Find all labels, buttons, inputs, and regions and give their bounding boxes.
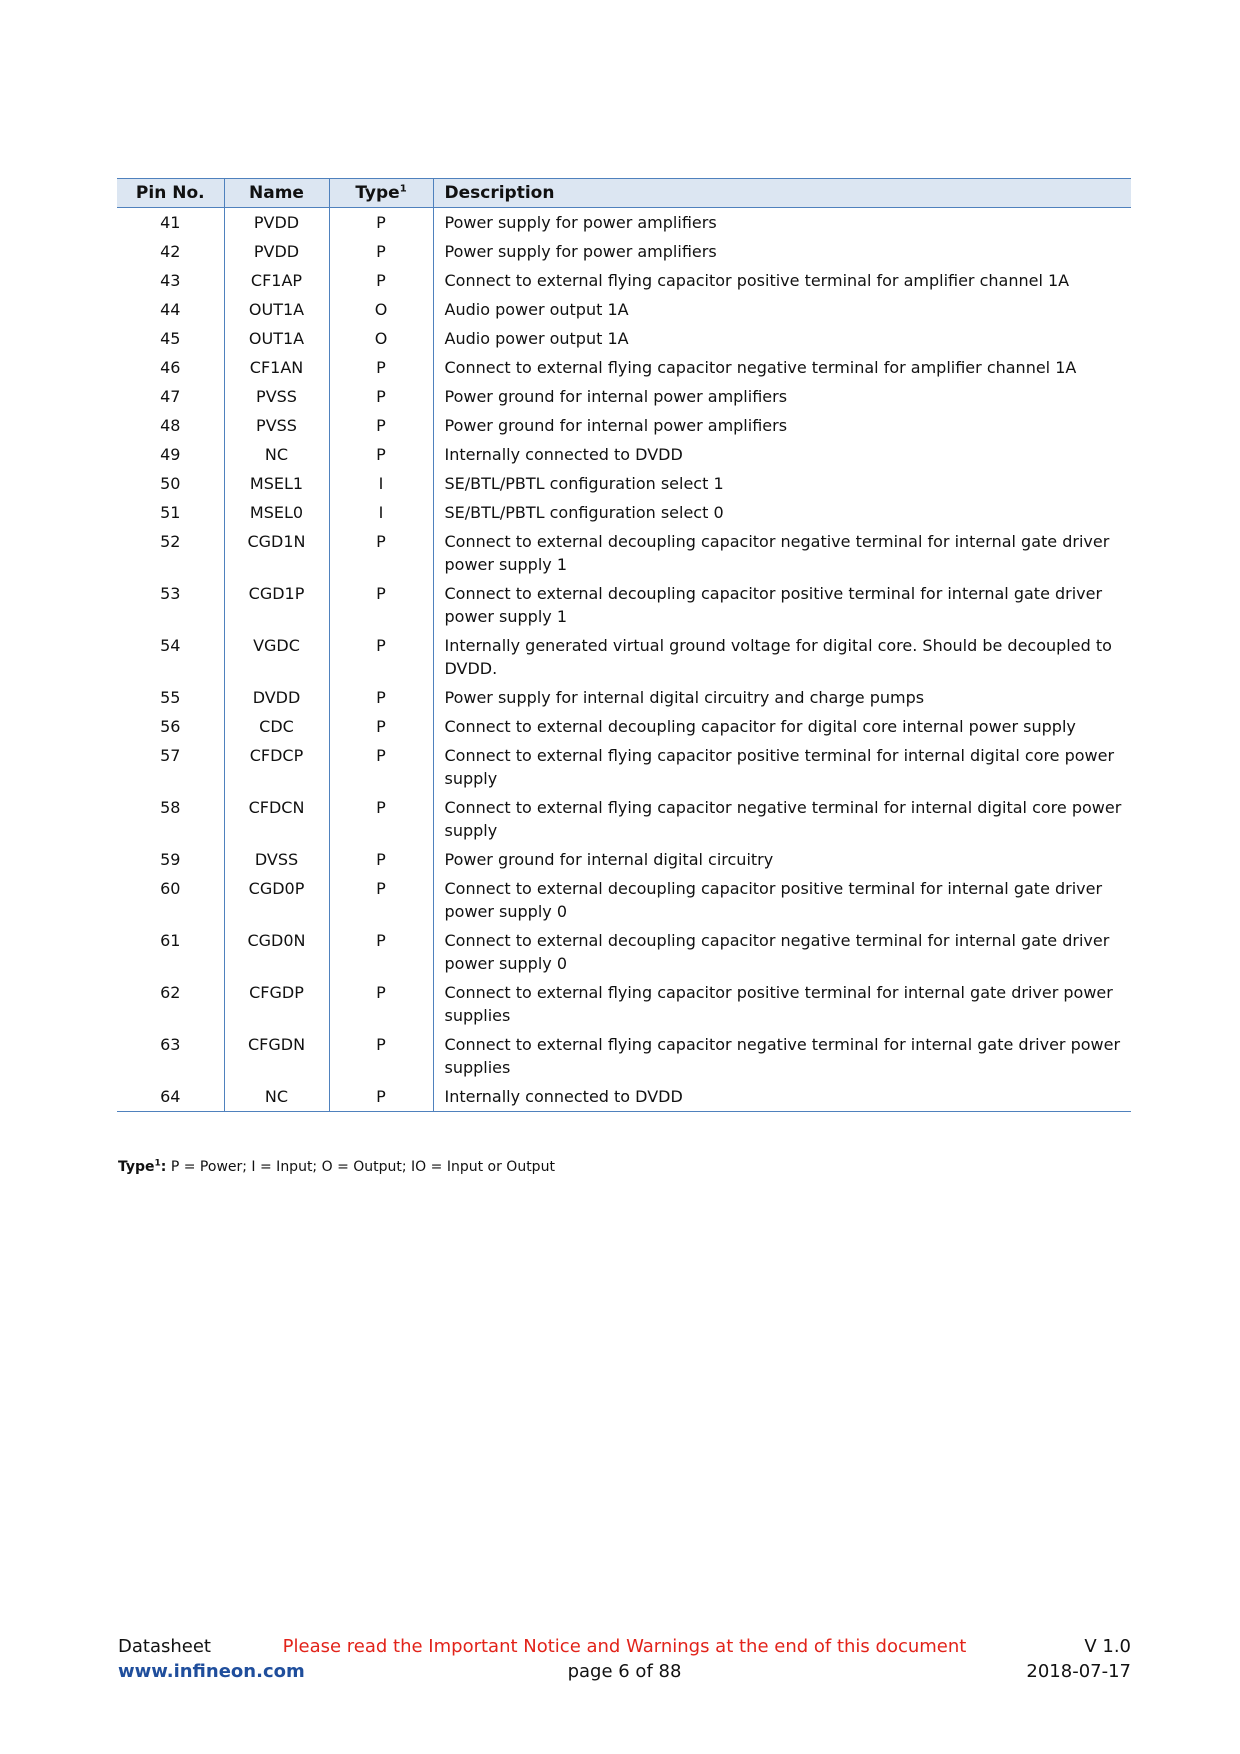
table-row bbox=[117, 353, 1131, 382]
pin-type-cell: P bbox=[329, 926, 433, 978]
table-row bbox=[117, 440, 1131, 469]
pin-name-cell: CGD1P bbox=[224, 579, 329, 631]
pin-description-cell: Power ground for internal digital circuitry bbox=[433, 845, 1131, 874]
pin-description-cell: Connect to external decoupling capacitor positive terminal for internal gate driver power supply 1 bbox=[433, 579, 1131, 631]
pin-description-cell: Connect to external flying capacitor positive terminal for internal digital core power supply bbox=[433, 741, 1131, 793]
header-name: Name bbox=[224, 179, 329, 208]
pin-name-cell: CFGDN bbox=[224, 1030, 329, 1082]
pin-description-cell: Audio power output 1A bbox=[433, 295, 1131, 324]
pin-type-cell: P bbox=[329, 683, 433, 712]
pin-type-cell: P bbox=[329, 208, 433, 238]
pin-number-cell: 55 bbox=[160, 688, 181, 707]
pin-name-cell: PVDD bbox=[224, 208, 329, 238]
type-footnote bbox=[118, 1159, 555, 1175]
header-type-label: Type bbox=[355, 182, 400, 203]
pin-name-cell: CF1AN bbox=[224, 353, 329, 382]
pin-type-cell: P bbox=[329, 712, 433, 741]
pin-name-cell: MSEL1 bbox=[224, 469, 329, 498]
footnote-label: Type bbox=[118, 1159, 155, 1175]
pin-type-cell: P bbox=[329, 741, 433, 793]
footer-date: 2018-07-17 bbox=[1026, 1661, 1131, 1682]
pin-number-cell: 58 bbox=[160, 798, 181, 817]
pin-type-cell: P bbox=[329, 793, 433, 845]
footnote-colon: : bbox=[160, 1159, 167, 1175]
pin-number-cell: 48 bbox=[160, 416, 181, 435]
pin-description-cell: Power ground for internal power amplifiers bbox=[433, 382, 1131, 411]
pin-description-cell: Connect to external flying capacitor positive terminal for amplifier channel 1A bbox=[433, 266, 1131, 295]
pin-type-cell: P bbox=[329, 353, 433, 382]
pin-description-cell: Power ground for internal power amplifiers bbox=[433, 411, 1131, 440]
table-row bbox=[117, 1030, 1131, 1082]
table-row bbox=[117, 926, 1131, 978]
footer-page-number: page 6 of 88 bbox=[567, 1661, 682, 1682]
pin-name-cell: CGD0N bbox=[224, 926, 329, 978]
pin-name-cell: PVSS bbox=[224, 382, 329, 411]
table-row bbox=[117, 712, 1131, 741]
footer-version: V 1.0 bbox=[1084, 1636, 1131, 1657]
table-row bbox=[117, 324, 1131, 353]
pin-name-cell: CDC bbox=[224, 712, 329, 741]
table-row bbox=[117, 845, 1131, 874]
table-row bbox=[117, 469, 1131, 498]
pin-number-cell: 54 bbox=[160, 636, 181, 655]
pin-description-cell: Audio power output 1A bbox=[433, 324, 1131, 353]
pin-number-cell: 50 bbox=[160, 474, 181, 493]
footnote-text: P = Power; I = Input; O = Output; IO = Input or Output bbox=[166, 1159, 555, 1175]
table-row bbox=[117, 978, 1131, 1030]
pin-table-body bbox=[117, 208, 1131, 1112]
table-row bbox=[117, 631, 1131, 683]
table-row bbox=[117, 793, 1131, 845]
pin-type-cell: P bbox=[329, 631, 433, 683]
pin-number-cell: 49 bbox=[160, 445, 181, 464]
table-row bbox=[117, 683, 1131, 712]
pin-name-cell: NC bbox=[224, 440, 329, 469]
table-row bbox=[117, 208, 1131, 238]
pin-type-cell: P bbox=[329, 874, 433, 926]
pin-number-cell: 47 bbox=[160, 387, 181, 406]
footer-website-link[interactable]: www.infineon.com bbox=[118, 1661, 305, 1682]
pin-type-cell: I bbox=[329, 498, 433, 527]
table-row bbox=[117, 237, 1131, 266]
pin-number-cell: 63 bbox=[160, 1035, 181, 1054]
table-row bbox=[117, 874, 1131, 926]
table-row bbox=[117, 579, 1131, 631]
pin-name-cell: MSEL0 bbox=[224, 498, 329, 527]
pin-name-cell: CGD1N bbox=[224, 527, 329, 579]
pin-type-cell: P bbox=[329, 527, 433, 579]
pin-description-cell: Connect to external flying capacitor positive terminal for internal gate driver power supplies bbox=[433, 978, 1131, 1030]
pin-name-cell: CFDCN bbox=[224, 793, 329, 845]
table-row bbox=[117, 498, 1131, 527]
table-header-row bbox=[117, 179, 1131, 208]
pin-number-cell: 59 bbox=[160, 850, 181, 869]
pin-description-cell: Connect to external flying capacitor negative terminal for internal digital core power supply bbox=[433, 793, 1131, 845]
pin-number-cell: 61 bbox=[160, 931, 181, 950]
pin-number-cell: 43 bbox=[160, 271, 181, 290]
pin-description-cell: Connect to external decoupling capacitor negative terminal for internal gate driver power supply 1 bbox=[433, 527, 1131, 579]
pin-description-cell: Internally connected to DVDD bbox=[433, 1082, 1131, 1112]
table-row bbox=[117, 411, 1131, 440]
pin-type-cell: P bbox=[329, 579, 433, 631]
pin-type-cell: P bbox=[329, 266, 433, 295]
pin-name-cell: OUT1A bbox=[224, 295, 329, 324]
pin-description-cell: Connect to external decoupling capacitor negative terminal for internal gate driver power supply 0 bbox=[433, 926, 1131, 978]
pin-name-cell: PVDD bbox=[224, 237, 329, 266]
pin-type-cell: P bbox=[329, 237, 433, 266]
pin-number-cell: 57 bbox=[160, 746, 181, 765]
table-row bbox=[117, 295, 1131, 324]
pin-type-cell: O bbox=[329, 324, 433, 353]
pin-number-cell: 51 bbox=[160, 503, 181, 522]
pin-type-cell: P bbox=[329, 978, 433, 1030]
pin-name-cell: CFGDP bbox=[224, 978, 329, 1030]
pin-number-cell: 64 bbox=[117, 1082, 224, 1112]
pin-number-cell: 53 bbox=[160, 584, 181, 603]
pin-number-cell: 45 bbox=[160, 329, 181, 348]
pin-number-cell: 62 bbox=[160, 983, 181, 1002]
pin-description-cell: Power supply for power amplifiers bbox=[433, 208, 1131, 238]
pin-description-cell: SE/BTL/PBTL configuration select 0 bbox=[433, 498, 1131, 527]
pin-type-cell: P bbox=[329, 382, 433, 411]
pin-number-cell: 42 bbox=[160, 242, 181, 261]
table-row bbox=[117, 527, 1131, 579]
pin-number-cell: 44 bbox=[160, 300, 181, 319]
pin-name-cell: DVDD bbox=[224, 683, 329, 712]
pin-description-cell: Connect to external decoupling capacitor for digital core internal power supply bbox=[433, 712, 1131, 741]
pin-name-cell: CFDCP bbox=[224, 741, 329, 793]
pin-name-cell: CF1AP bbox=[224, 266, 329, 295]
pin-name-cell: VGDC bbox=[224, 631, 329, 683]
pin-number-cell: 52 bbox=[160, 532, 181, 551]
pin-description-cell: Connect to external flying capacitor negative terminal for internal gate driver power supplies bbox=[433, 1030, 1131, 1082]
pin-description-cell: Power supply for power amplifiers bbox=[433, 237, 1131, 266]
pin-name-cell: CGD0P bbox=[224, 874, 329, 926]
header-description: Description bbox=[433, 179, 1131, 208]
header-pin-no: Pin No. bbox=[117, 179, 224, 208]
pin-type-cell: P bbox=[329, 1030, 433, 1082]
pin-description-cell: Connect to external decoupling capacitor positive terminal for internal gate driver power supply 0 bbox=[433, 874, 1131, 926]
pin-type-cell: P bbox=[329, 845, 433, 874]
header-type bbox=[329, 179, 433, 208]
pin-table bbox=[117, 178, 1131, 1112]
footer-doc-type: Datasheet bbox=[118, 1636, 211, 1657]
pin-type-cell: I bbox=[329, 469, 433, 498]
table-row bbox=[117, 1082, 1131, 1112]
pin-description-cell: SE/BTL/PBTL configuration select 1 bbox=[433, 469, 1131, 498]
page-footer bbox=[118, 1634, 1131, 1684]
table-row bbox=[117, 266, 1131, 295]
pin-name-cell: OUT1A bbox=[224, 324, 329, 353]
table-row bbox=[117, 741, 1131, 793]
pin-description-cell: Power supply for internal digital circuitry and charge pumps bbox=[433, 683, 1131, 712]
pin-name-cell: PVSS bbox=[224, 411, 329, 440]
pin-number-cell: 46 bbox=[160, 358, 181, 377]
pin-description-cell: Internally generated virtual ground voltage for digital core. Should be decoupled to DVDD. bbox=[433, 631, 1131, 683]
pin-type-cell: P bbox=[329, 440, 433, 469]
pin-name-cell: DVSS bbox=[224, 845, 329, 874]
pin-name-cell: NC bbox=[224, 1082, 329, 1112]
pin-type-cell: P bbox=[329, 411, 433, 440]
pin-description-cell: Connect to external flying capacitor negative terminal for amplifier channel 1A bbox=[433, 353, 1131, 382]
pin-number-cell: 41 bbox=[160, 213, 181, 232]
footer-notice: Please read the Important Notice and Warnings at the end of this document bbox=[282, 1636, 967, 1657]
pin-type-cell: O bbox=[329, 295, 433, 324]
pin-description-cell: Internally connected to DVDD bbox=[433, 440, 1131, 469]
pin-type-cell: P bbox=[329, 1082, 433, 1112]
table-row bbox=[117, 382, 1131, 411]
header-type-superscript: 1 bbox=[399, 182, 407, 194]
pin-number-cell: 56 bbox=[160, 717, 181, 736]
pin-number-cell: 60 bbox=[160, 879, 181, 898]
footnote-superscript: 1 bbox=[154, 1158, 161, 1169]
